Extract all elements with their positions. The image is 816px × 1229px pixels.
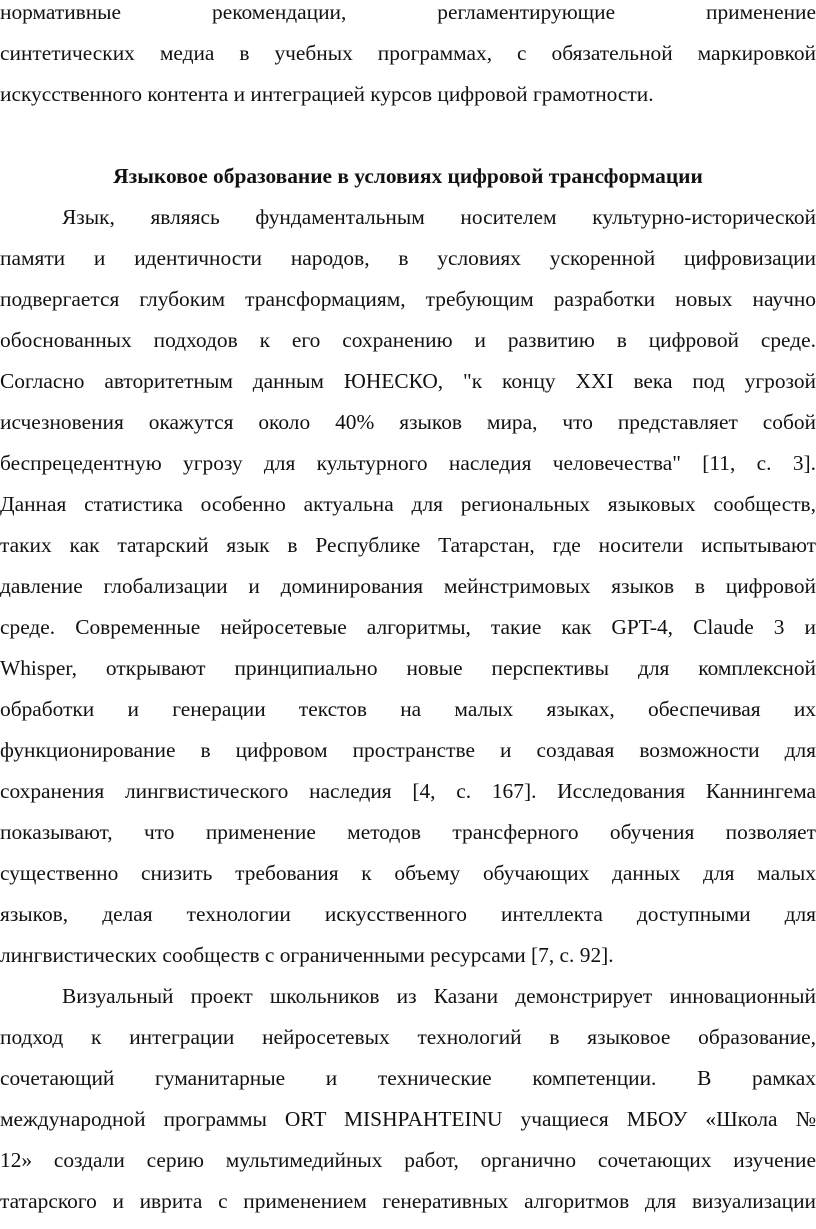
text-line: искусственного контента и интеграцией курсов цифровой грамотности. — [0, 82, 654, 106]
paragraph-2 — [0, 976, 816, 1222]
text-line: беспрецедентную угрозу для культурного наследия человечества" [11, с. 3]. — [0, 451, 816, 475]
text-line: таких как татарский язык в Республике Татарстан, где носители испытывают — [0, 533, 816, 557]
preceding-paragraph-fragment — [0, 0, 816, 115]
text-line: обработки и генерации текстов на малых языках, обеспечивая их — [0, 697, 816, 721]
blank-line — [0, 115, 816, 156]
text-line: показывают, что применение методов трансферного обучения позволяет — [0, 820, 816, 844]
text-line: синтетических медиа в учебных программах, с обязательной маркировкой — [0, 41, 816, 65]
text-line: Визуальный проект школьников из Казани демонстрирует инновационный — [62, 984, 816, 1008]
text-line: обоснованных подходов к его сохранению и развитию в цифровой среде. — [0, 328, 816, 352]
text-line: языков, делая технологии искусственного интеллекта доступными для — [0, 902, 816, 926]
text-line: существенно снизить требования к объему обучающих данных для малых — [0, 861, 816, 885]
text-line: Данная статистика особенно актуальна для региональных языковых сообществ, — [0, 492, 816, 516]
text-line: сохранения лингвистического наследия [4, с. 167]. Исследования Каннингема — [0, 779, 816, 803]
text-line: лингвистических сообществ с ограниченными ресурсами [7, с. 92]. — [0, 943, 614, 967]
text-line: нормативные рекомендации, регламентирующие применение — [0, 0, 816, 24]
text-line: Согласно авторитетным данным ЮНЕСКО, "к концу XXI века под угрозой — [0, 369, 816, 393]
text-line: международной программы ORT MISHPAHTEINU учащиеся МБОУ «Школа № — [0, 1107, 816, 1131]
text-line: функционирование в цифровом пространстве и создавая возможности для — [0, 738, 816, 762]
paragraph-1 — [0, 197, 816, 976]
text-line: среде. Современные нейросетевые алгоритмы, такие как GPT-4, Claude 3 и — [0, 615, 816, 639]
text-line: сочетающий гуманитарные и технические компетенции. В рамках — [0, 1066, 816, 1090]
text-line: Язык, являясь фундаментальным носителем культурно-исторической — [62, 205, 816, 229]
text-line: 12» создали серию мультимедийных работ, органично сочетающих изучение — [0, 1148, 816, 1172]
text-line: Whisper, открывают принципиально новые перспективы для комплексной — [0, 656, 816, 680]
text-line: давление глобализации и доминирования мейнстримовых языков в цифровой — [0, 574, 816, 598]
text-line: подвергается глубоким трансформациям, требующим разработки новых научно — [0, 287, 816, 311]
text-line: подход к интеграции нейросетевых технологий в языковое образование, — [0, 1025, 816, 1049]
text-line: исчезновения окажутся около 40% языков мира, что представляет собой — [0, 410, 816, 434]
text-line: памяти и идентичности народов, в условиях ускоренной цифровизации — [0, 246, 816, 270]
section-heading: Языковое образование в условиях цифровой трансформации — [113, 164, 703, 188]
text-line: татарского и иврита с применением генеративных алгоритмов для визуализации — [0, 1189, 816, 1213]
